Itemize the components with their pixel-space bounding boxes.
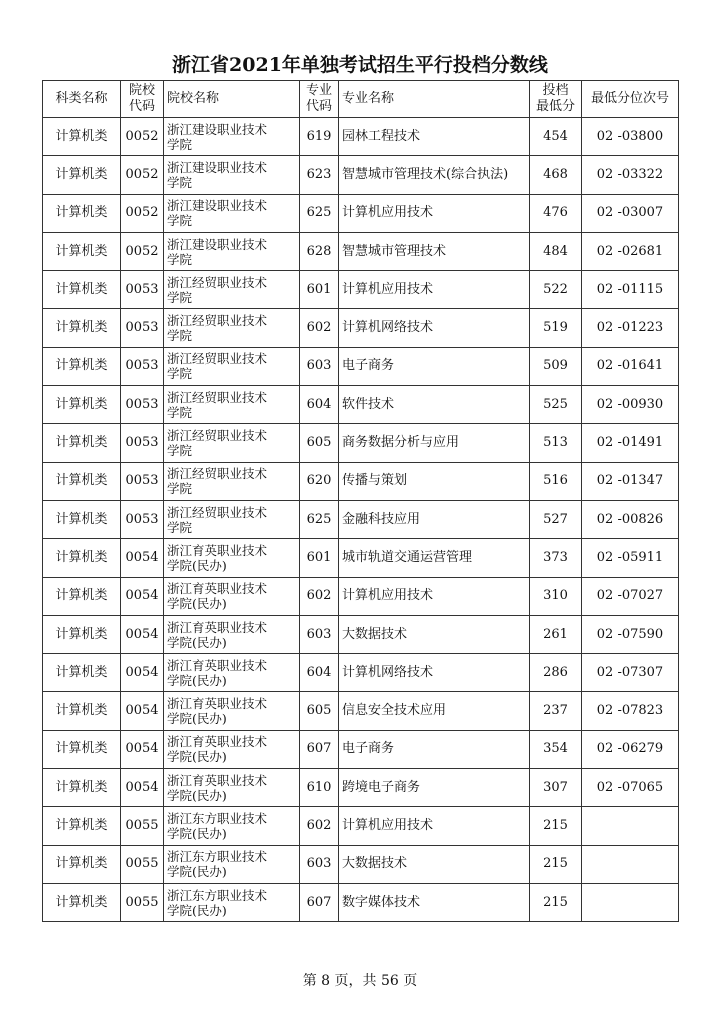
cell-major-code: 610 — [300, 769, 339, 807]
cell-major-name: 数字媒体技术 — [339, 883, 530, 921]
cell-school-code: 0052 — [121, 194, 164, 232]
school-name-line1: 浙江建设职业技术 — [167, 159, 268, 175]
cell-major-code: 603 — [300, 845, 339, 883]
table-row — [43, 271, 679, 309]
table-row — [43, 807, 679, 845]
table-row — [43, 118, 679, 156]
table-row — [43, 156, 679, 194]
cell-school-code: 0054 — [121, 654, 164, 692]
header-major-code-line2: 代码 — [305, 99, 332, 114]
cell-min-rank: 02 -03800 — [582, 118, 679, 156]
cell-min-rank: 02 -03007 — [582, 194, 679, 232]
cell-school-name — [164, 347, 300, 385]
cell-major-name: 城市轨道交通运营管理 — [339, 539, 530, 577]
cell-major-code: 602 — [300, 577, 339, 615]
school-name-line1: 浙江建设职业技术 — [167, 236, 268, 252]
cell-major-name: 计算机网络技术 — [339, 654, 530, 692]
cell-major-code: 604 — [300, 654, 339, 692]
cell-school-name — [164, 424, 300, 462]
cell-min-score: 519 — [530, 309, 582, 347]
table-row — [43, 386, 679, 424]
table-row — [43, 730, 679, 768]
cell-min-score: 484 — [530, 232, 582, 270]
cell-major-name: 计算机应用技术 — [339, 807, 530, 845]
cell-school-name — [164, 539, 300, 577]
school-name-line2: 学院 — [167, 289, 193, 305]
cell-min-score: 509 — [530, 347, 582, 385]
school-name-line1: 浙江育英职业技术 — [167, 696, 268, 712]
cell-major-name: 传播与策划 — [339, 462, 530, 500]
cell-school-name — [164, 692, 300, 730]
cell-major-code: 625 — [300, 194, 339, 232]
cell-major-code: 607 — [300, 730, 339, 768]
cell-major-name: 电子商务 — [339, 347, 530, 385]
cell-min-score: 237 — [530, 692, 582, 730]
cell-school-code: 0053 — [121, 347, 164, 385]
cell-min-score: 454 — [530, 118, 582, 156]
cell-min-rank: 02 -06279 — [582, 730, 679, 768]
cell-min-rank: 02 -05911 — [582, 539, 679, 577]
school-name-line2: 学院(民办) — [167, 902, 227, 918]
cell-major-name: 计算机应用技术 — [339, 194, 530, 232]
cell-major-name: 大数据技术 — [339, 615, 530, 653]
cell-category: 计算机类 — [43, 769, 121, 807]
cell-major-code: 601 — [300, 271, 339, 309]
school-name-line2: 学院(民办) — [167, 596, 227, 612]
school-name-line1: 浙江育英职业技术 — [167, 619, 268, 635]
cell-school-name — [164, 730, 300, 768]
cell-category: 计算机类 — [43, 577, 121, 615]
cell-school-name — [164, 654, 300, 692]
cell-major-name: 计算机应用技术 — [339, 577, 530, 615]
header-school-code-line1: 院校 — [128, 83, 155, 98]
cell-min-rank: 02 -00826 — [582, 500, 679, 538]
header-category: 科类名称 — [43, 81, 121, 118]
cell-school-code: 0054 — [121, 539, 164, 577]
cell-major-code: 603 — [300, 347, 339, 385]
header-min-score — [530, 81, 582, 118]
cell-min-score: 468 — [530, 156, 582, 194]
school-name-line2: 学院(民办) — [167, 787, 227, 803]
cell-major-name: 园林工程技术 — [339, 118, 530, 156]
cell-min-rank: 02 -07590 — [582, 615, 679, 653]
cell-school-code: 0052 — [121, 118, 164, 156]
header-school-name: 院校名称 — [164, 81, 300, 118]
cell-school-code: 0052 — [121, 232, 164, 270]
cell-major-name: 商务数据分析与应用 — [339, 424, 530, 462]
cell-category: 计算机类 — [43, 807, 121, 845]
cell-school-name — [164, 194, 300, 232]
cell-min-score: 373 — [530, 539, 582, 577]
cell-category: 计算机类 — [43, 883, 121, 921]
cell-school-name — [164, 118, 300, 156]
cell-major-code: 628 — [300, 232, 339, 270]
cell-major-code: 620 — [300, 462, 339, 500]
cell-min-score: 215 — [530, 883, 582, 921]
cell-major-code: 601 — [300, 539, 339, 577]
school-name-line2: 学院(民办) — [167, 672, 227, 688]
cell-category: 计算机类 — [43, 654, 121, 692]
cell-min-rank: 02 -07065 — [582, 769, 679, 807]
cell-school-code: 0054 — [121, 615, 164, 653]
school-name-line2: 学院 — [167, 174, 193, 190]
school-name-line2: 学院(民办) — [167, 825, 227, 841]
cell-category: 计算机类 — [43, 845, 121, 883]
school-name-line1: 浙江经贸职业技术 — [167, 504, 268, 520]
cell-min-score: 513 — [530, 424, 582, 462]
table-row — [43, 347, 679, 385]
cell-major-code: 603 — [300, 615, 339, 653]
cell-category: 计算机类 — [43, 309, 121, 347]
cell-min-score: 215 — [530, 807, 582, 845]
cell-category: 计算机类 — [43, 730, 121, 768]
cell-major-code: 604 — [300, 386, 339, 424]
table-row — [43, 194, 679, 232]
table-row — [43, 500, 679, 538]
cell-min-score: 522 — [530, 271, 582, 309]
cell-major-name: 计算机网络技术 — [339, 309, 530, 347]
school-name-line2: 学院 — [167, 136, 193, 152]
cell-major-code: 602 — [300, 309, 339, 347]
cell-category: 计算机类 — [43, 615, 121, 653]
cell-category: 计算机类 — [43, 347, 121, 385]
cell-min-rank: 02 -07307 — [582, 654, 679, 692]
cell-school-code: 0053 — [121, 271, 164, 309]
cell-school-name — [164, 156, 300, 194]
cell-major-code: 605 — [300, 424, 339, 462]
cell-major-code: 605 — [300, 692, 339, 730]
score-table — [42, 80, 679, 922]
school-name-line1: 浙江经贸职业技术 — [167, 313, 268, 329]
cell-school-code: 0055 — [121, 883, 164, 921]
table-row — [43, 232, 679, 270]
cell-min-rank: 02 -01347 — [582, 462, 679, 500]
school-name-line2: 学院(民办) — [167, 557, 227, 573]
cell-min-score: 286 — [530, 654, 582, 692]
school-name-line2: 学院 — [167, 404, 193, 420]
school-name-line1: 浙江经贸职业技术 — [167, 351, 268, 367]
cell-min-rank: 02 -00930 — [582, 386, 679, 424]
cell-min-score: 354 — [530, 730, 582, 768]
cell-category: 计算机类 — [43, 271, 121, 309]
cell-min-score: 310 — [530, 577, 582, 615]
cell-min-rank — [582, 883, 679, 921]
cell-major-name: 大数据技术 — [339, 845, 530, 883]
school-name-line2: 学院 — [167, 481, 193, 497]
cell-major-code: 607 — [300, 883, 339, 921]
cell-min-rank — [582, 845, 679, 883]
header-school-code-line2: 代码 — [128, 99, 155, 114]
school-name-line1: 浙江育英职业技术 — [167, 542, 268, 558]
cell-school-code: 0053 — [121, 500, 164, 538]
school-name-line2: 学院(民办) — [167, 749, 227, 765]
cell-category: 计算机类 — [43, 118, 121, 156]
school-name-line1: 浙江东方职业技术 — [167, 887, 268, 903]
school-name-line1: 浙江经贸职业技术 — [167, 274, 268, 290]
cell-min-score: 307 — [530, 769, 582, 807]
cell-school-name — [164, 309, 300, 347]
page-number: 第 8 页，共 56 页 — [302, 973, 418, 989]
cell-category: 计算机类 — [43, 692, 121, 730]
cell-major-name: 智慧城市管理技术(综合执法) — [339, 156, 530, 194]
school-name-line1: 浙江东方职业技术 — [167, 810, 268, 826]
header-school-code — [121, 81, 164, 118]
table-row — [43, 309, 679, 347]
cell-school-code: 0053 — [121, 462, 164, 500]
school-name-line1: 浙江东方职业技术 — [167, 849, 268, 865]
cell-min-score: 261 — [530, 615, 582, 653]
table-row — [43, 577, 679, 615]
school-name-line2: 学院 — [167, 519, 193, 535]
header-min-rank: 最低分位次号 — [582, 81, 679, 118]
cell-school-code: 0053 — [121, 386, 164, 424]
cell-min-score: 516 — [530, 462, 582, 500]
school-name-line1: 浙江育英职业技术 — [167, 581, 268, 597]
cell-major-name: 软件技术 — [339, 386, 530, 424]
cell-major-code: 625 — [300, 500, 339, 538]
cell-major-name: 智慧城市管理技术 — [339, 232, 530, 270]
school-name-line1: 浙江经贸职业技术 — [167, 466, 268, 482]
table-row — [43, 462, 679, 500]
table-row — [43, 424, 679, 462]
cell-school-name — [164, 845, 300, 883]
cell-school-name — [164, 769, 300, 807]
school-name-line2: 学院 — [167, 366, 193, 382]
cell-category: 计算机类 — [43, 424, 121, 462]
cell-major-name: 信息安全技术应用 — [339, 692, 530, 730]
cell-min-rank — [582, 807, 679, 845]
cell-min-score: 215 — [530, 845, 582, 883]
table-row — [43, 769, 679, 807]
table-row — [43, 654, 679, 692]
cell-category: 计算机类 — [43, 194, 121, 232]
cell-school-name — [164, 577, 300, 615]
school-name-line2: 学院 — [167, 328, 193, 344]
school-name-line1: 浙江经贸职业技术 — [167, 389, 268, 405]
cell-school-code: 0054 — [121, 692, 164, 730]
cell-category: 计算机类 — [43, 539, 121, 577]
cell-school-name — [164, 500, 300, 538]
cell-school-code: 0053 — [121, 424, 164, 462]
school-name-line2: 学院 — [167, 443, 193, 459]
cell-category: 计算机类 — [43, 156, 121, 194]
school-name-line2: 学院(民办) — [167, 864, 227, 880]
cell-category: 计算机类 — [43, 462, 121, 500]
cell-category: 计算机类 — [43, 386, 121, 424]
cell-school-name — [164, 232, 300, 270]
cell-school-name — [164, 386, 300, 424]
header-major-code-line1: 专业 — [305, 83, 332, 98]
school-name-line1: 浙江建设职业技术 — [167, 121, 268, 137]
header-major-code — [300, 81, 339, 118]
cell-major-code: 619 — [300, 118, 339, 156]
cell-school-name — [164, 462, 300, 500]
cell-min-score: 476 — [530, 194, 582, 232]
cell-school-name — [164, 271, 300, 309]
cell-category: 计算机类 — [43, 232, 121, 270]
school-name-line2: 学院 — [167, 251, 193, 267]
school-name-line1: 浙江育英职业技术 — [167, 734, 268, 750]
cell-min-score: 527 — [530, 500, 582, 538]
school-name-line1: 浙江建设职业技术 — [167, 198, 268, 214]
table-row — [43, 539, 679, 577]
cell-school-code: 0054 — [121, 577, 164, 615]
page-title: 浙江省2021年单独考试招生平行投档分数线 — [172, 54, 548, 76]
cell-min-rank: 02 -01223 — [582, 309, 679, 347]
cell-min-rank: 02 -03322 — [582, 156, 679, 194]
cell-school-name — [164, 807, 300, 845]
cell-major-name: 计算机应用技术 — [339, 271, 530, 309]
cell-min-score: 525 — [530, 386, 582, 424]
table-row — [43, 845, 679, 883]
cell-major-name: 跨境电子商务 — [339, 769, 530, 807]
school-name-line2: 学院(民办) — [167, 634, 227, 650]
cell-major-code: 623 — [300, 156, 339, 194]
cell-major-code: 602 — [300, 807, 339, 845]
cell-category: 计算机类 — [43, 500, 121, 538]
table-row — [43, 692, 679, 730]
header-major-name: 专业名称 — [339, 81, 530, 118]
school-name-line1: 浙江育英职业技术 — [167, 657, 268, 673]
table-row — [43, 883, 679, 921]
table-header-row — [43, 81, 679, 118]
school-name-line1: 浙江经贸职业技术 — [167, 428, 268, 444]
cell-min-rank: 02 -07027 — [582, 577, 679, 615]
cell-min-rank: 02 -01491 — [582, 424, 679, 462]
table-body — [43, 118, 679, 922]
table-row — [43, 615, 679, 653]
cell-school-code: 0055 — [121, 845, 164, 883]
cell-min-rank: 02 -01115 — [582, 271, 679, 309]
cell-school-code: 0053 — [121, 309, 164, 347]
school-name-line2: 学院 — [167, 213, 193, 229]
cell-school-name — [164, 615, 300, 653]
cell-major-name: 金融科技应用 — [339, 500, 530, 538]
cell-min-rank: 02 -07823 — [582, 692, 679, 730]
cell-min-rank: 02 -01641 — [582, 347, 679, 385]
school-name-line1: 浙江育英职业技术 — [167, 772, 268, 788]
school-name-line2: 学院(民办) — [167, 711, 227, 727]
cell-school-name — [164, 883, 300, 921]
cell-major-name: 电子商务 — [339, 730, 530, 768]
header-min-score-line2: 最低分 — [535, 99, 575, 114]
header-min-score-line1: 投档 — [542, 83, 569, 98]
cell-school-code: 0054 — [121, 769, 164, 807]
cell-school-code: 0055 — [121, 807, 164, 845]
cell-min-rank: 02 -02681 — [582, 232, 679, 270]
cell-school-code: 0054 — [121, 730, 164, 768]
cell-school-code: 0052 — [121, 156, 164, 194]
